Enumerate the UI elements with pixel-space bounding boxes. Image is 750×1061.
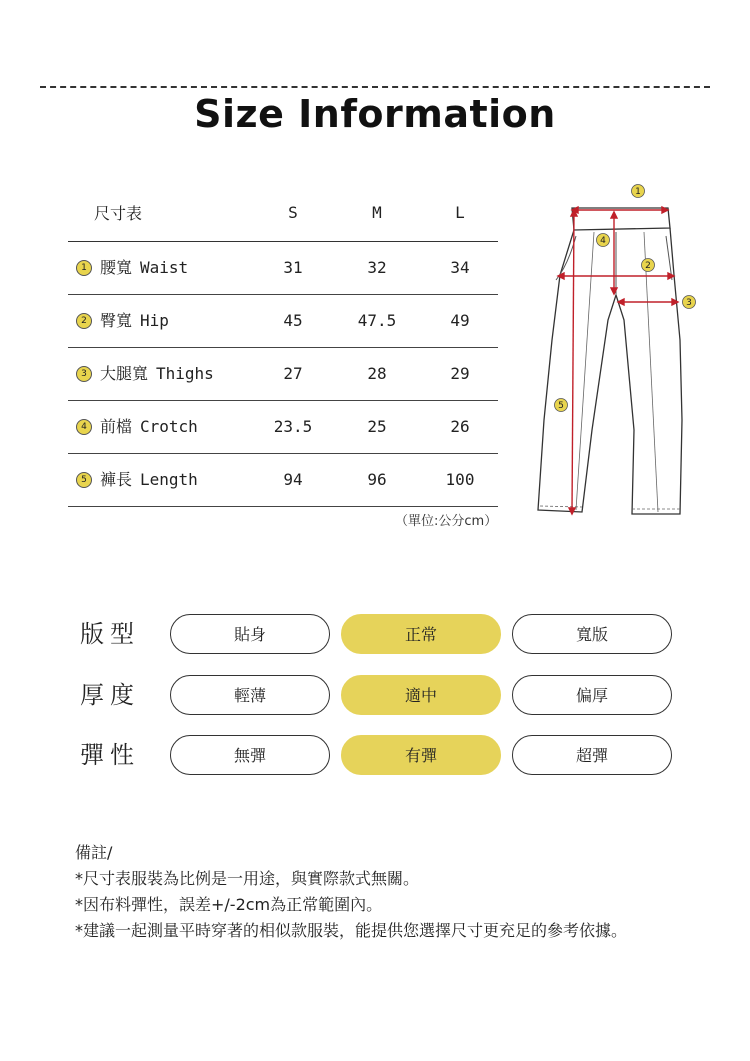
fit-option-regular: 正常 <box>341 614 501 654</box>
row-label-cn: 臀寬 <box>100 311 133 330</box>
attribute-thickness <box>80 675 680 719</box>
table-title: 尺寸表 <box>94 204 143 223</box>
cell-s: 31 <box>283 258 303 277</box>
header-s: S <box>288 203 298 222</box>
marker-badge: 5 <box>76 472 92 488</box>
thickness-option-medium: 適中 <box>341 675 501 715</box>
note-line: *因布料彈性，誤差+/-2cm為正常範圍內。 <box>75 895 383 914</box>
note-line: *尺寸表服裝為比例是一用途，與實際款式無關。 <box>75 869 420 888</box>
cell-l: 26 <box>450 417 470 436</box>
cell-m: 47.5 <box>357 311 397 330</box>
elasticity-option-stretch: 有彈 <box>341 735 501 775</box>
marker-label: 4 <box>600 236 606 246</box>
row-label-en: Hip <box>140 311 169 330</box>
row-label-cn: 大腿寬 <box>100 364 149 383</box>
table-row <box>68 454 498 507</box>
cell-m: 32 <box>367 258 387 277</box>
row-label-en: Waist <box>140 258 189 277</box>
measure-length-arrow <box>569 210 577 514</box>
elasticity-option-none: 無彈 <box>170 735 330 775</box>
table-row <box>68 348 498 401</box>
fit-option-wide: 寬版 <box>512 614 672 654</box>
notes <box>75 840 627 944</box>
attribute-title: 彈性 <box>80 741 140 769</box>
cell-l: 34 <box>450 258 470 277</box>
cell-s: 23.5 <box>273 417 313 436</box>
table-row <box>68 242 498 295</box>
header-m: M <box>372 203 382 222</box>
cell-s: 94 <box>283 470 303 489</box>
cell-m: 96 <box>367 470 387 489</box>
marker-label: 5 <box>558 401 564 411</box>
row-label-cn: 腰寬 <box>100 258 133 277</box>
marker-badge: 3 <box>76 366 92 382</box>
cell-s: 27 <box>283 364 303 383</box>
cell-l: 49 <box>450 311 470 330</box>
page-title: Size Information <box>194 92 556 136</box>
thickness-option-thick: 偏厚 <box>512 675 672 715</box>
row-label-cn: 褲長 <box>100 470 133 489</box>
row-label-cn: 前檔 <box>100 417 133 436</box>
attribute-title: 版型 <box>80 620 140 648</box>
cell-m: 28 <box>367 364 387 383</box>
marker-label: 2 <box>645 261 651 271</box>
marker-badge: 2 <box>76 313 92 329</box>
row-label-en: Thighs <box>156 364 214 383</box>
marker-badge: 4 <box>76 419 92 435</box>
table-row <box>68 401 498 454</box>
fit-option-slim: 貼身 <box>170 614 330 654</box>
elasticity-option-super: 超彈 <box>512 735 672 775</box>
attribute-fit <box>80 614 680 658</box>
table-row <box>68 295 498 348</box>
header-l: L <box>455 203 465 222</box>
pants-diagram <box>520 180 720 525</box>
marker-label: 3 <box>686 298 692 308</box>
thickness-option-thin: 輕薄 <box>170 675 330 715</box>
size-table <box>68 188 498 507</box>
table-header <box>68 188 498 242</box>
cell-l: 100 <box>445 470 475 489</box>
marker-badge: 1 <box>76 260 92 276</box>
marker-label: 1 <box>635 187 641 197</box>
cell-m: 25 <box>367 417 387 436</box>
cell-l: 29 <box>450 364 470 383</box>
notes-heading: 備註/ <box>75 843 113 862</box>
row-label-en: Crotch <box>140 417 198 436</box>
attribute-title: 厚度 <box>80 681 140 709</box>
dashed-divider <box>40 86 710 88</box>
cell-s: 45 <box>283 311 303 330</box>
note-line: *建議一起測量平時穿著的相似款服裝，能提供您選擇尺寸更充足的參考依據。 <box>75 921 628 940</box>
unit-note: （單位:公分cm） <box>395 514 498 529</box>
row-label-en: Length <box>140 470 198 489</box>
attribute-elasticity <box>80 735 680 779</box>
